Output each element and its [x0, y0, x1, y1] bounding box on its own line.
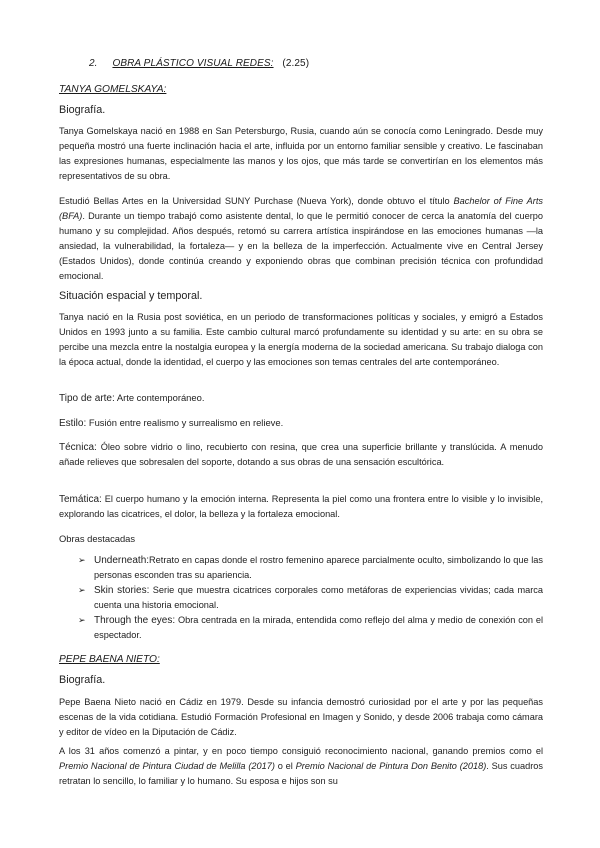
work-desc: Obra centrada en la mirada, entendida como reflejo del alma y medio de conexión con el espectador.	[94, 614, 543, 641]
work-name: Underneath:	[94, 555, 150, 566]
bio-heading: Biografía.	[59, 674, 106, 686]
work-desc: Retrato en capas donde el rostro femenino aparece parcialmente oculto, simbolizando lo que las personas esconden tras su apariencia.	[94, 555, 543, 581]
section-number: 2.	[89, 58, 98, 69]
style-value: Fusión entre realismo y surrealismo en relieve.	[86, 417, 284, 428]
section-score: (2.25)	[282, 58, 310, 69]
theme-value: El cuerpo humano y la emoción interna. Representa la piel como una frontera entre lo visible y lo invisible, explorando las cicatrices, el dolor, la belleza y la fortaleza emocional.	[59, 494, 543, 519]
technique-label: Técnica:	[59, 442, 97, 453]
art-type-value: Arte contemporáneo.	[114, 392, 205, 403]
work-name: Skin stories:	[94, 584, 150, 596]
style-label: Estilo:	[59, 418, 87, 429]
list-item	[78, 613, 543, 643]
artist-name-baena: PEPE BAENA NIETO:	[59, 654, 160, 665]
work-desc: Serie que muestra cicatrices corporales como metáforas de experiencias vividas; cada marca cuenta una historia emocional.	[94, 584, 543, 611]
context-paragraph: Tanya nació en la Rusia post soviética, en un periodo de transformaciones políticas y sociales, y emigró a Estados Unidos en 1993 junto a su familia. Este cambio cultural marcó profundamente su identidad y su arte: en su obra se percibe una mezcla entre la nostalgia europea y la energía moderna de la sociedad americana. Su trabajo dialoga con la época actual, donde la identidad, el cuerpo y las emociones son temas centrales del arte contemporáneo.	[59, 312, 543, 367]
bio-heading: Biografía.	[59, 104, 106, 116]
work-text	[94, 583, 543, 613]
list-item	[78, 553, 543, 583]
section-title: OBRA PLÁSTICO VISUAL REDES:	[112, 58, 274, 69]
arrowhead-bullet-icon: ➢	[78, 555, 86, 565]
work-text	[94, 613, 543, 643]
technique-paragraph	[59, 440, 543, 470]
degree-title: Bachelor of Fine Arts (BFA)	[59, 196, 543, 221]
work-name: Through the eyes:	[94, 614, 176, 626]
list-item	[78, 583, 543, 613]
award-2: Premio Nacional de Pintura Don Benito (2018)	[295, 761, 487, 771]
context-heading: Situación espacial y temporal.	[59, 290, 203, 302]
works-list	[78, 553, 543, 642]
work-text	[94, 553, 543, 583]
bio-paragraph-2	[59, 744, 543, 789]
bio-paragraph-1: Pepe Baena Nieto nació en Cádiz en 1979. Desde su infancia demostró curiosidad por el arte y por las pequeñas escenas de la vida cotidiana. Estudió Formación Profesional en Imagen y Sonido, y desde 2006 trabaja como cámara y editor de vídeo en la Diputación de Cádiz.	[59, 697, 543, 737]
arrowhead-bullet-icon: ➢	[78, 584, 86, 595]
theme-label: Temática:	[59, 494, 102, 505]
section-heading	[89, 58, 309, 69]
award-1: Premio Nacional de Pintura Ciudad de Melilla (2017)	[59, 761, 275, 771]
bio-text: . Durante un tiempo trabajó como asistente dental, lo que le permitió conocer de cerca la anatomía del cuerpo humano y su complejidad. Años después, retomó su carrera artística inspirándose en las emociones humanas —la ansiedad, la vulnerabilidad, la fortaleza— y en la belleza de la imperfección. Actualmente vive en Central Jersey (Estados Unidos), donde continúa creando y exponiendo obras que combinan precisión técnica con profundidad emocional.	[59, 211, 543, 281]
works-heading: Obras destacadas	[59, 533, 136, 544]
art-type-line	[59, 392, 204, 404]
bio-paragraph-1: Tanya Gomelskaya nació en 1988 en San Petersburgo, Rusia, cuando aún se conocía como Leningrado. Desde muy pequeña mostró una fuerte inclinación hacia el arte, influida por un entorno familiar sensible y creativo. Le fascinaban las expresiones humanas, especialmente las manos y los ojos, que más tarde se convertirían en los elementos más representativos de su obra.	[59, 126, 543, 181]
theme-paragraph	[59, 492, 543, 522]
bio-text: Estudió Bellas Artes en la Universidad SUNY Purchase (Nueva York), donde obtuvo el título	[59, 196, 454, 206]
bio-text: . Sus cuadros retratan lo sencillo, lo familiar y lo humano. Su esposa e hijos son su	[59, 761, 543, 786]
technique-value: Óleo sobre vidrio o lino, recubierto con resina, que crea una superficie brillante y translúcida. A menudo añade relieves que sobresalen del soporte, dotando a sus obras de una sensación escultórica.	[59, 442, 543, 467]
bio-paragraph-2	[59, 194, 543, 284]
bio-text: o el	[274, 761, 296, 771]
arrowhead-bullet-icon: ➢	[78, 614, 86, 625]
artist-name-gomelskaya: TANYA GOMELSKAYA:	[59, 84, 167, 95]
bio-text: A los 31 años comenzó a pintar, y en poco tiempo consiguió reconocimiento nacional, ganando premios como el	[59, 746, 543, 756]
style-line	[59, 417, 283, 429]
art-type-label: Tipo de arte:	[59, 393, 115, 404]
